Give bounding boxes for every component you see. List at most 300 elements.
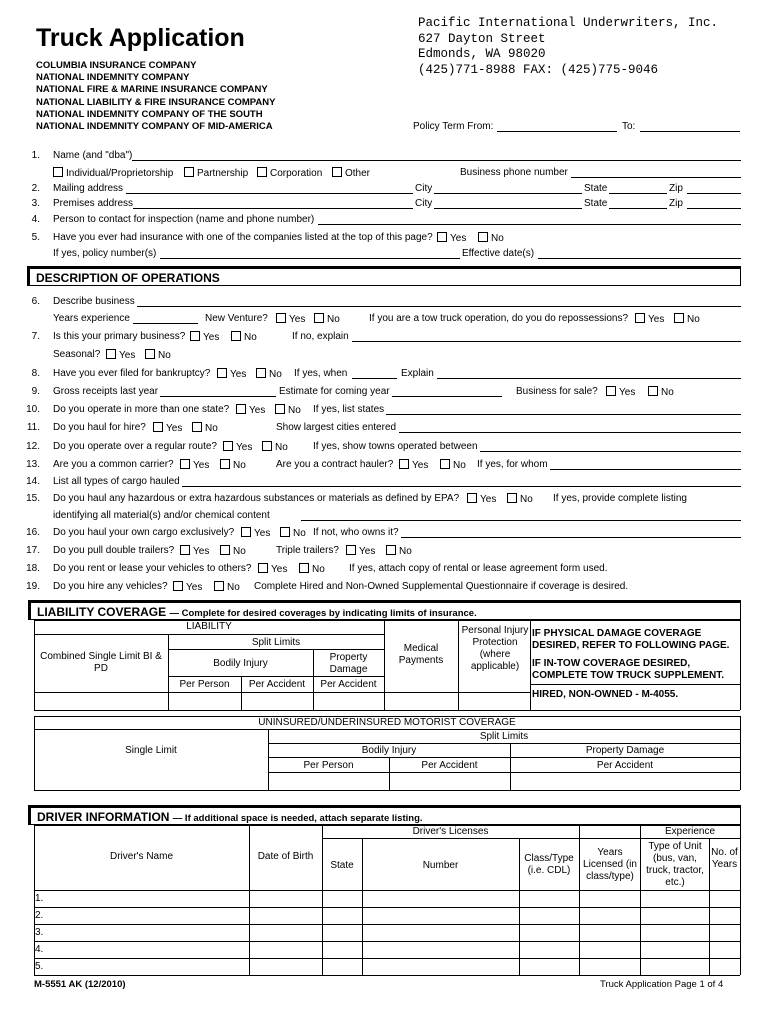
policy-term-to-label: To: — [622, 121, 636, 132]
premises-zip-field[interactable] — [687, 208, 741, 209]
q15-no[interactable] — [507, 493, 533, 505]
no-label: No — [288, 405, 301, 416]
pip-header: Personal Injury Protection (where applicable) — [461, 625, 529, 672]
table-rule — [530, 620, 531, 710]
q18-label: Do you rent or lease your vehicles to others? — [53, 563, 252, 574]
corporation-label: Corporation — [270, 168, 323, 179]
driver-row-number: 5. — [35, 961, 44, 972]
estimate-label: Estimate for coming year — [279, 386, 390, 397]
tow-no[interactable] — [674, 313, 700, 325]
yes-label: Yes — [193, 460, 210, 471]
seasonal-no[interactable] — [145, 349, 171, 361]
no-label: No — [205, 423, 218, 434]
list-states-label: If yes, list states — [313, 404, 385, 415]
no-label: No — [233, 546, 246, 557]
table-rule — [322, 838, 740, 839]
q11-number: 11. — [26, 422, 40, 433]
checkbox-icon[interactable] — [190, 331, 200, 341]
per-accident-header: Per Accident — [248, 679, 306, 690]
describe-business-field[interactable] — [137, 306, 741, 307]
triple-no[interactable] — [386, 545, 412, 557]
q1-label: Name (and "dba") — [53, 150, 133, 161]
business-phone-field[interactable] — [571, 177, 741, 178]
um-per-accident-header: Per Accident — [421, 760, 478, 771]
table-rule — [249, 825, 250, 975]
state-header: State — [330, 860, 354, 871]
new-venture-yes[interactable] — [276, 313, 305, 325]
tow-question-label: If you are a tow truck operation, do you do repossessions? — [369, 313, 629, 324]
checkbox-icon[interactable] — [606, 386, 616, 396]
company-name: NATIONAL INDEMNITY COMPANY OF MID-AMERICA — [36, 121, 273, 133]
yes-label: Yes — [249, 405, 266, 416]
policy-numbers-field[interactable] — [160, 258, 460, 259]
largest-cities-label: Show largest cities entered — [276, 422, 397, 433]
seasonal-label: Seasonal? — [53, 349, 101, 360]
sale-no[interactable] — [648, 386, 674, 398]
q14-number: 14. — [26, 476, 40, 487]
yes-label: Yes — [412, 460, 429, 471]
individual-option[interactable] — [53, 167, 173, 179]
table-rule — [34, 907, 740, 908]
table-rule — [34, 924, 740, 925]
q13-number: 13. — [26, 459, 40, 470]
city-label: City — [415, 198, 433, 209]
table-rule — [740, 825, 741, 975]
q3-number: 3. — [31, 198, 40, 209]
years-experience-field[interactable] — [133, 323, 198, 324]
per-person-header: Per Person — [179, 679, 230, 690]
states-field[interactable] — [386, 414, 741, 415]
q19-number: 19. — [26, 581, 40, 592]
company-list — [36, 60, 275, 133]
no-label: No — [453, 460, 466, 471]
q19-label: Do you hire any vehicles? — [53, 581, 168, 592]
no-label: No — [244, 332, 257, 343]
policy-term-from-label: Policy Term From: — [413, 121, 494, 132]
yes-label: Yes — [193, 546, 210, 557]
other-option[interactable] — [332, 167, 370, 179]
um-title: UNINSURED/UNDERINSURED MOTORIST COVERAGE — [258, 717, 516, 728]
um-bodily-injury-header: Bodily Injury — [361, 745, 417, 756]
business-phone-label: Business phone number — [460, 167, 568, 178]
cities-field[interactable] — [399, 432, 741, 433]
company-name: NATIONAL LIABILITY & FIRE INSURANCE COMPANY — [36, 96, 276, 108]
state-label: State — [584, 198, 608, 209]
policy-numbers-label: If yes, policy number(s) — [53, 248, 157, 259]
pd-per-accident-header: Per Accident — [320, 679, 377, 690]
estimate-field[interactable] — [392, 396, 502, 397]
q17-number: 17. — [26, 545, 40, 556]
if-no-explain-label: If no, explain — [292, 331, 349, 342]
table-rule — [34, 890, 740, 891]
table-rule — [34, 710, 740, 711]
liability-subtitle: — Complete for desired coverages by indicating limits of insurance. — [169, 608, 477, 619]
liability-title: LIABILITY COVERAGE — [37, 605, 167, 619]
form-title: Truck Application — [36, 24, 245, 52]
checkbox-icon[interactable] — [236, 404, 246, 414]
q12-number: 12. — [26, 441, 40, 452]
q2-label: Mailing address — [53, 183, 124, 194]
checkbox-icon[interactable] — [648, 386, 658, 396]
q12-label: Do you operate over a regular route? — [53, 441, 217, 452]
licenses-header: Driver's Licenses — [412, 826, 489, 837]
driver-row-number: 3. — [35, 927, 44, 938]
checkbox-icon[interactable] — [280, 527, 290, 537]
checkbox-icon[interactable] — [180, 459, 190, 469]
mailing-zip-field[interactable] — [687, 193, 741, 194]
q4-label: Person to contact for inspection (name and phone number) — [53, 214, 315, 225]
company-name: NATIONAL INDEMNITY COMPANY OF THE SOUTH — [36, 108, 263, 120]
checkbox-icon[interactable] — [214, 581, 224, 591]
policy-term-to-field[interactable] — [640, 131, 740, 132]
if-yes-when-label: If yes, when — [294, 368, 348, 379]
table-rule — [458, 620, 459, 710]
no-label: No — [227, 582, 240, 593]
q18-yes[interactable] — [258, 563, 287, 575]
page-indicator: Truck Application Page 1 of 4 — [600, 979, 724, 990]
table-rule — [34, 975, 740, 976]
for-whom-field[interactable] — [550, 469, 741, 470]
property-damage-header: Property Damage — [329, 652, 368, 675]
years-experience-label: Years experience — [53, 313, 130, 324]
physical-damage-note: IF PHYSICAL DAMAGE COVERAGE DESIRED, REFER TO FOLLOWING PAGE. — [532, 628, 730, 651]
q17-no[interactable] — [220, 545, 246, 557]
checkbox-icon[interactable] — [257, 167, 267, 177]
checkbox-icon[interactable] — [478, 232, 488, 242]
checkbox-icon[interactable] — [173, 581, 183, 591]
company-name: COLUMBIA INSURANCE COMPANY — [36, 60, 197, 71]
checkbox-icon[interactable] — [217, 368, 227, 378]
premises-state-field[interactable] — [609, 208, 667, 209]
contact-field[interactable] — [318, 224, 741, 225]
yes-label: Yes — [289, 314, 306, 325]
table-rule — [34, 941, 740, 942]
table-rule — [34, 692, 384, 693]
q2-number: 2. — [31, 183, 40, 194]
q7-label: Is this your primary business? — [53, 331, 186, 342]
no-label: No — [687, 314, 700, 325]
yes-label: Yes — [230, 369, 247, 380]
effective-dates-label: Effective date(s) — [462, 248, 535, 259]
business-sale-label: Business for sale? — [516, 386, 598, 397]
tow-yes[interactable] — [635, 313, 664, 325]
checkbox-icon[interactable] — [180, 545, 190, 555]
q18-number: 18. — [26, 563, 40, 574]
table-rule — [740, 620, 741, 710]
q16-no[interactable] — [280, 527, 306, 539]
driver-subtitle: — If additional space is needed, attach separate listing. — [172, 813, 423, 824]
table-rule — [384, 692, 530, 693]
table-rule — [34, 729, 740, 730]
checkbox-icon[interactable] — [467, 493, 477, 503]
q8-no[interactable] — [256, 368, 282, 380]
q12-no[interactable] — [262, 441, 288, 453]
bodily-injury-header: Bodily Injury — [213, 658, 268, 669]
no-label: No — [491, 233, 504, 244]
company-name: NATIONAL FIRE & MARINE INSURANCE COMPANY — [36, 84, 268, 96]
q16-yes[interactable] — [241, 527, 270, 539]
q13-label: Are you a common carrier? — [53, 459, 174, 470]
q1-number: 1. — [31, 150, 40, 161]
agency-city: Edmonds, WA 98020 — [418, 47, 546, 61]
checkbox-icon[interactable] — [674, 313, 684, 323]
towns-label: If yes, show towns operated between — [313, 441, 478, 452]
checkbox-icon[interactable] — [53, 167, 63, 177]
q10-yes[interactable] — [236, 404, 265, 416]
q5-label: Have you ever had insurance with one of the companies listed at the top of this page? — [53, 232, 433, 243]
q5-no[interactable] — [478, 232, 504, 244]
owner-field[interactable] — [401, 537, 741, 538]
contract-hauler-label: Are you a contract hauler? — [276, 459, 394, 470]
combined-single-header: Combined Single Limit BI & PD — [40, 651, 162, 674]
q4-number: 4. — [31, 214, 40, 225]
company-name: NATIONAL INDEMNITY COMPANY — [36, 72, 190, 84]
hired-non-owned-note: HIRED, NON-OWNED - M-4055. — [532, 689, 679, 700]
q19-no[interactable] — [214, 581, 240, 593]
q3-label: Premises address — [53, 198, 134, 209]
checkbox-icon[interactable] — [299, 563, 309, 573]
corporation-option[interactable] — [257, 167, 322, 179]
q6-number: 6. — [31, 296, 40, 307]
q7-no[interactable] — [231, 331, 257, 343]
checkbox-icon[interactable] — [437, 232, 447, 242]
identify-label: identifying all material(s) and/or chemical content — [53, 510, 270, 521]
checkbox-icon[interactable] — [276, 313, 286, 323]
triple-yes[interactable] — [346, 545, 375, 557]
q13-yes[interactable] — [180, 459, 209, 471]
attach-copy-label: If yes, attach copy of rental or lease agreement form used. — [349, 563, 608, 574]
table-rule — [268, 743, 740, 744]
yes-label: Yes — [119, 350, 136, 361]
q7-yes[interactable] — [190, 331, 219, 343]
table-rule — [168, 649, 384, 650]
driver-section-header — [28, 805, 741, 825]
sale-yes[interactable] — [606, 386, 635, 398]
yes-label: Yes — [203, 332, 220, 343]
q12-yes[interactable] — [223, 441, 252, 453]
new-venture-label: New Venture? — [205, 313, 268, 324]
checkbox-icon[interactable] — [258, 563, 268, 573]
table-rule — [530, 684, 740, 685]
yes-label: Yes — [450, 233, 467, 244]
q11-no[interactable] — [192, 422, 218, 434]
state-label: State — [584, 183, 608, 194]
checkbox-icon[interactable] — [440, 459, 450, 469]
q6-label: Describe business — [53, 296, 135, 307]
explain-field[interactable] — [352, 341, 741, 342]
yes-label: Yes — [648, 314, 665, 325]
driver-title: DRIVER INFORMATION — [37, 810, 170, 824]
agency-name: Pacific International Underwriters, Inc. — [418, 16, 719, 30]
um-pd-per-accident-header: Per Accident — [596, 760, 654, 771]
for-whom-label: If yes, for whom — [477, 459, 548, 470]
individual-label: Individual/Proprietorship — [66, 168, 174, 179]
mailing-state-field[interactable] — [609, 193, 667, 194]
agency-street: 627 Dayton Street — [418, 31, 546, 46]
driver-row-number: 2. — [35, 910, 44, 921]
cargo-field[interactable] — [182, 486, 741, 487]
driver-name-header: Driver's Name — [109, 851, 174, 862]
checkbox-icon[interactable] — [153, 422, 163, 432]
medical-payments-header: Medical Payments — [398, 643, 444, 666]
q8-number: 8. — [31, 368, 40, 379]
no-label: No — [233, 460, 246, 471]
yes-label: Yes — [254, 528, 271, 539]
number-header: Number — [422, 860, 459, 871]
checkbox-icon[interactable] — [262, 441, 272, 451]
um-property-damage-header: Property Damage — [585, 745, 665, 756]
single-limit-header: Single Limit — [125, 745, 177, 756]
form-id: M-5551 AK (12/2010) — [34, 979, 126, 990]
checkbox-icon[interactable] — [231, 331, 241, 341]
partnership-label: Partnership — [197, 168, 249, 179]
no-label: No — [520, 494, 533, 505]
q16-label: Do you haul your own cargo exclusively? — [53, 527, 235, 538]
checkbox-icon[interactable] — [220, 459, 230, 469]
explain-label: Explain — [401, 368, 434, 379]
q14-label: List all types of cargo hauled — [53, 476, 180, 487]
checkbox-icon[interactable] — [507, 493, 517, 503]
no-label: No — [293, 528, 306, 539]
q8-label: Have you ever filed for bankruptcy? — [53, 368, 211, 379]
gross-receipts-field[interactable] — [160, 396, 276, 397]
q15-yes[interactable] — [467, 493, 496, 505]
no-label: No — [661, 387, 674, 398]
table-rule — [168, 676, 384, 677]
mailing-city-field[interactable] — [434, 193, 582, 194]
table-rule — [34, 634, 384, 635]
complete-listing-label: If yes, provide complete listing — [553, 493, 687, 504]
q18-no[interactable] — [299, 563, 325, 575]
q5-yes[interactable] — [437, 232, 466, 244]
table-rule — [579, 825, 580, 975]
partnership-option[interactable] — [184, 167, 248, 179]
seasonal-yes[interactable] — [106, 349, 135, 361]
checkbox-icon[interactable] — [399, 459, 409, 469]
q8-yes[interactable] — [217, 368, 246, 380]
mailing-address-field[interactable] — [126, 193, 413, 194]
supplemental-label: Complete Hired and Non-Owned Supplemental Questionnaire if coverage is desired. — [254, 581, 629, 592]
operations-section-header — [27, 266, 741, 286]
new-venture-no[interactable] — [314, 313, 340, 325]
q5-number: 5. — [31, 232, 40, 243]
table-rule — [34, 958, 740, 959]
checkbox-icon[interactable] — [192, 422, 202, 432]
yes-label: Yes — [359, 546, 376, 557]
checkbox-icon[interactable] — [275, 404, 285, 414]
no-label: No — [158, 350, 171, 361]
yes-label: Yes — [271, 564, 288, 575]
checkbox-icon[interactable] — [346, 545, 356, 555]
chemical-field[interactable] — [301, 520, 741, 521]
in-tow-note: IF IN-TOW COVERAGE DESIRED, COMPLETE TOW TRUCK SUPPLEMENT. — [532, 658, 725, 681]
q10-label: Do you operate in more than one state? — [53, 404, 230, 415]
no-label: No — [327, 314, 340, 325]
q9-number: 9. — [31, 386, 40, 397]
no-label: No — [399, 546, 412, 557]
bankruptcy-explain-field[interactable] — [437, 378, 741, 379]
bankruptcy-when-field[interactable] — [352, 378, 397, 379]
table-rule — [640, 825, 641, 975]
contract-yes[interactable] — [399, 459, 428, 471]
towns-field[interactable] — [480, 451, 741, 452]
policy-term-from-field[interactable] — [497, 131, 617, 132]
who-owns-label: If not, who owns it? — [313, 527, 399, 538]
q16-number: 16. — [26, 527, 40, 538]
yes-label: Yes — [186, 582, 203, 593]
name-field[interactable] — [132, 160, 741, 161]
q9-label: Gross receipts last year — [53, 386, 159, 397]
checkbox-icon[interactable] — [386, 545, 396, 555]
table-rule — [268, 772, 740, 773]
premises-city-field[interactable] — [434, 208, 582, 209]
checkbox-icon[interactable] — [314, 313, 324, 323]
no-label: No — [275, 442, 288, 453]
no-years-header: No. of Years — [711, 847, 738, 870]
liability-section-header — [28, 600, 741, 620]
table-rule — [322, 825, 323, 975]
years-licensed-header: Years Licensed (in class/type) — [583, 847, 637, 882]
q10-no[interactable] — [275, 404, 301, 416]
checkbox-icon[interactable] — [106, 349, 116, 359]
no-label: No — [269, 369, 282, 380]
liability-header: LIABILITY — [186, 621, 232, 632]
no-label: No — [312, 564, 325, 575]
other-label: Other — [345, 168, 371, 179]
q13-no[interactable] — [220, 459, 246, 471]
checkbox-icon[interactable] — [241, 527, 251, 537]
q17-label: Do you pull double trailers? — [53, 545, 175, 556]
driver-row-number: 4. — [35, 944, 44, 955]
checkbox-icon[interactable] — [256, 368, 266, 378]
q15-label: Do you haul any hazardous or extra hazardous substances or materials as defined by EPA? — [53, 493, 460, 504]
q15-number: 15. — [26, 493, 40, 504]
q10-number: 10. — [26, 404, 40, 415]
yes-label: Yes — [480, 494, 497, 505]
checkbox-icon[interactable] — [220, 545, 230, 555]
driver-row-number: 1. — [35, 893, 44, 904]
zip-label: Zip — [669, 183, 683, 194]
experience-header: Experience — [664, 826, 716, 837]
um-split-limits-header: Split Limits — [479, 731, 529, 742]
q17-yes[interactable] — [180, 545, 209, 557]
checkbox-icon[interactable] — [223, 441, 233, 451]
class-type-header: Class/Type (i.e. CDL) — [524, 853, 574, 876]
effective-dates-field[interactable] — [538, 258, 741, 259]
city-label: City — [415, 183, 433, 194]
checkbox-icon[interactable] — [184, 167, 194, 177]
q7-number: 7. — [31, 331, 40, 342]
q19-yes[interactable] — [173, 581, 202, 593]
unit-type-header: Type of Unit (bus, van, truck, tractor, etc.) — [646, 841, 704, 888]
checkbox-icon[interactable] — [635, 313, 645, 323]
dob-header: Date of Birth — [257, 851, 314, 862]
agency-phone: (425)771-8988 FAX: (425)775-9046 — [418, 62, 659, 77]
agency-address — [418, 16, 718, 78]
um-per-person-header: Per Person — [303, 760, 354, 771]
table-rule — [268, 757, 740, 758]
table-rule — [740, 716, 741, 790]
yes-label: Yes — [166, 423, 183, 434]
contract-no[interactable] — [440, 459, 466, 471]
checkbox-icon[interactable] — [332, 167, 342, 177]
split-limits-header: Split Limits — [251, 637, 301, 648]
q11-yes[interactable] — [153, 422, 182, 434]
checkbox-icon[interactable] — [145, 349, 155, 359]
q11-label: Do you haul for hire? — [53, 422, 146, 433]
premises-address-field[interactable] — [133, 208, 413, 209]
yes-label: Yes — [236, 442, 253, 453]
